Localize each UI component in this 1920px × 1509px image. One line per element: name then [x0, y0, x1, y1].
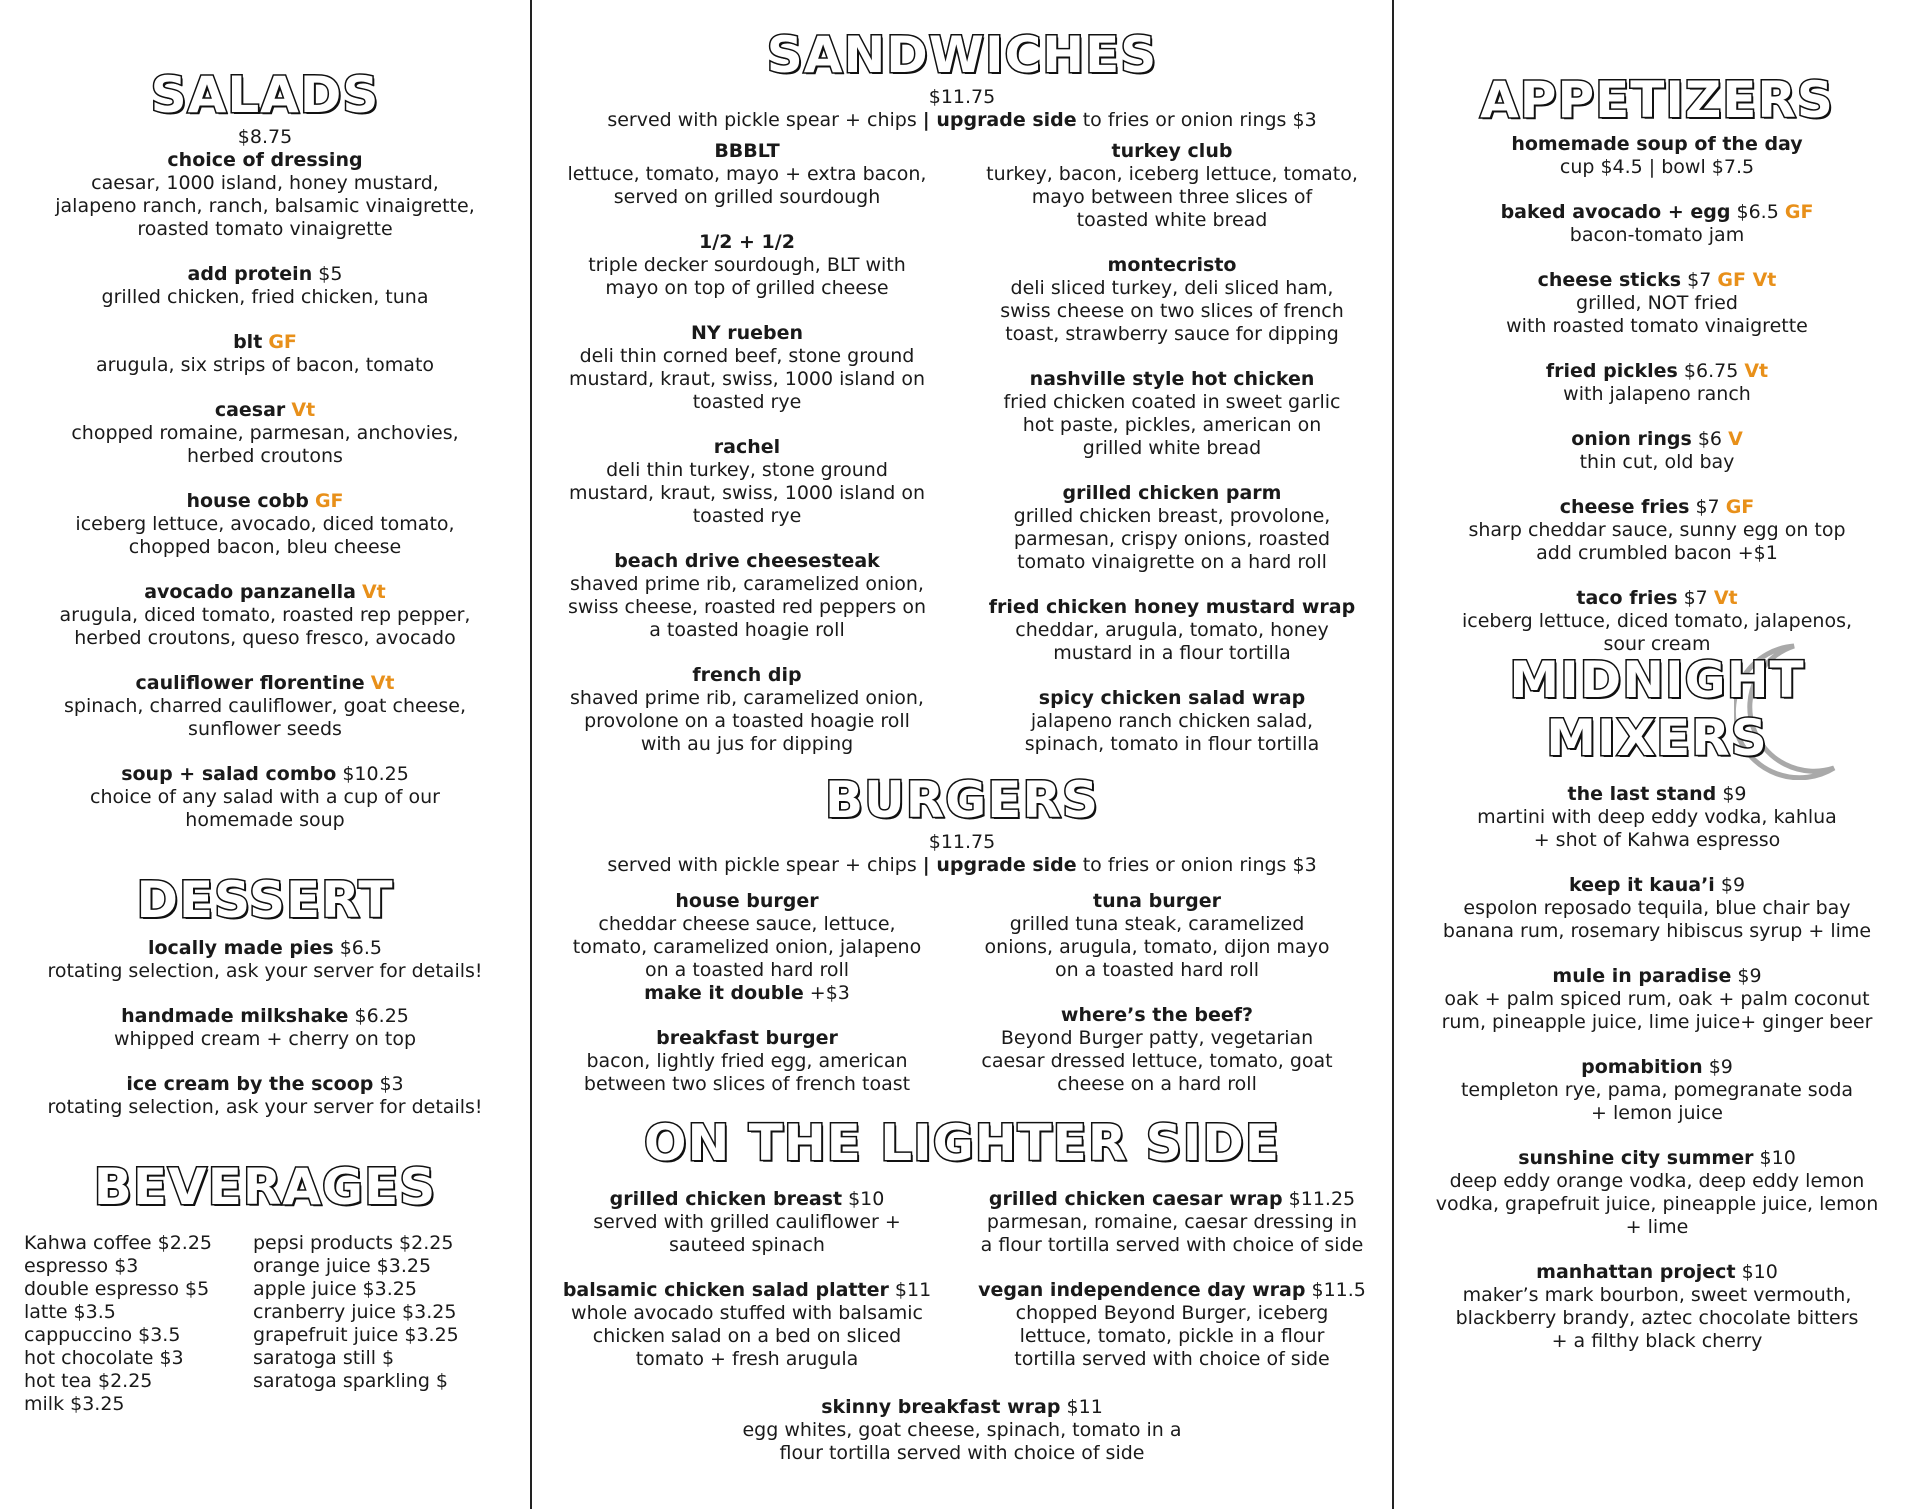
menu-item-baked-avocado: [1394, 201, 1920, 247]
item-desc: templeton rye, pama, pomegranate soda: [1460, 1079, 1854, 1101]
item-extra-price: +$3: [809, 982, 850, 1004]
item-desc: egg whites, goat cheese, spinach, tomato in a: [742, 1419, 1182, 1441]
beverage-item: double espresso $5: [24, 1278, 210, 1300]
item-name: ice cream by the scoop: [126, 1073, 374, 1095]
menu-item-avocado-panzanella: [0, 581, 530, 650]
item-name: house burger: [675, 890, 819, 912]
item-price: $10.25: [342, 763, 409, 785]
item-desc: served with grilled cauliflower +: [593, 1211, 901, 1233]
menu-item-french-dip: [532, 664, 962, 756]
menu-item-breakfast-burger: [532, 1027, 962, 1096]
appetizers-section: [1394, 71, 1920, 656]
item-name: cheese fries: [1559, 496, 1690, 518]
salads-section: [0, 66, 530, 832]
item-desc: iceberg lettuce, avocado, diced tomato,: [75, 513, 455, 535]
item-name: skinny breakfast wrap: [821, 1396, 1061, 1418]
item-desc: whipped cream + cherry on top: [113, 1028, 417, 1050]
beverage-item: hot tea $2.25: [24, 1370, 153, 1392]
burgers-price: $11.75: [928, 831, 996, 853]
note-text: served with pickle spear + chips: [607, 854, 917, 876]
item-price: $10: [1741, 1261, 1778, 1283]
note-text: to fries or onion rings $3: [1082, 109, 1317, 131]
dressing-label: choice of dressing: [167, 149, 363, 171]
sandwiches-section: [532, 26, 1392, 755]
item-desc: toast, strawberry sauce for dipping: [1005, 323, 1339, 345]
item-price: $9: [1720, 874, 1746, 896]
beverages-list-left: [24, 1232, 212, 1416]
item-desc: add crumbled bacon +$1: [1536, 542, 1778, 564]
menu-item-tuna-burger: [942, 890, 1372, 982]
item-desc: caesar dressed lettuce, tomato, goat: [981, 1050, 1333, 1072]
item-desc: cup $4.5 | bowl $7.5: [1559, 156, 1755, 178]
item-price: $6.25: [354, 1005, 409, 1027]
item-price: $10: [848, 1188, 885, 1210]
menu-item-caesar-wrap: [952, 1188, 1392, 1257]
sandwiches-note: [532, 109, 1392, 132]
item-desc: rum, pineapple juice, lime juice+ ginger beer: [1441, 1011, 1873, 1033]
menu-item-sunshine-city-summer: [1394, 1147, 1920, 1239]
item-desc: tomato, caramelized onion, jalapeno: [572, 936, 922, 958]
diet-tag: GF: [314, 490, 344, 512]
diet-tag: Vt: [1744, 360, 1769, 382]
diet-tag: GF: [1725, 496, 1755, 518]
item-desc: provolone on a toasted hoagie roll: [584, 710, 910, 732]
item-desc: mayo on top of grilled cheese: [605, 277, 889, 299]
item-price: $6.5: [339, 937, 383, 959]
appetizers-heading: APPETIZERS: [1480, 71, 1834, 129]
item-desc: tortilla served with choice of side: [1014, 1348, 1330, 1370]
item-price: $6.75: [1683, 360, 1739, 382]
note-text: served with pickle spear + chips: [607, 109, 917, 131]
item-name: add protein: [187, 263, 313, 285]
add-protein: [0, 263, 530, 309]
menu-item-wheres-the-beef: [942, 1004, 1372, 1096]
item-desc: swiss cheese, roasted red peppers on: [567, 596, 927, 618]
diet-tag: Vt: [361, 581, 386, 603]
item-desc: mustard in a flour tortilla: [1053, 642, 1291, 664]
menu-item-honey-mustard-wrap: [957, 596, 1387, 665]
menu-item-manhattan-project: [1394, 1261, 1920, 1353]
item-desc: grilled white bread: [1082, 437, 1262, 459]
note-upgrade: | upgrade side: [922, 854, 1077, 876]
note-upgrade: | upgrade side: [922, 109, 1077, 131]
item-desc: deli thin turkey, stone ground: [606, 459, 888, 481]
item-desc: + lemon juice: [1591, 1102, 1723, 1124]
item-desc: on a toasted hard roll: [644, 959, 850, 981]
dressing-line: caesar, 1000 island, honey mustard,: [91, 172, 439, 194]
menu-item-ice-cream: [0, 1073, 530, 1119]
item-desc: lettuce, tomato, mayo + extra bacon,: [567, 163, 927, 185]
item-desc: mayo between three slices of: [1031, 186, 1313, 208]
item-name: house cobb: [186, 490, 309, 512]
item-name: grilled chicken parm: [1062, 482, 1282, 504]
item-name: nashville style hot chicken: [1029, 368, 1315, 390]
item-name: grilled chicken breast: [609, 1188, 843, 1210]
menu-item-soup-salad-combo: [0, 763, 530, 832]
item-desc: espolon reposado tequila, blue chair bay: [1463, 897, 1851, 919]
item-desc: lettuce, tomato, pickle in a flour: [1019, 1325, 1325, 1347]
item-price: $3: [379, 1073, 404, 1095]
menu-item-spicy-chicken-wrap: [957, 687, 1387, 756]
menu-item-montecristo: [957, 254, 1387, 346]
item-desc: hot paste, pickles, american on: [1022, 414, 1322, 436]
menu-item-balsamic-platter: [532, 1279, 962, 1371]
item-desc: grilled chicken, fried chicken, tuna: [101, 286, 429, 308]
beverage-item: saratoga sparkling $: [253, 1370, 449, 1392]
item-desc: tomato vinaigrette on a hard roll: [1017, 551, 1327, 573]
item-name: BBBLT: [714, 140, 780, 162]
burgers-heading: BURGERS: [825, 771, 1099, 829]
item-price: $6: [1697, 428, 1723, 450]
item-name: handmade milkshake: [121, 1005, 349, 1027]
item-desc: whole avocado stuffed with balsamic: [571, 1302, 923, 1324]
beverage-item: milk $3.25: [24, 1393, 125, 1415]
item-name: the last stand: [1567, 783, 1717, 805]
menu-item-rachel: [532, 436, 962, 528]
item-name: balsamic chicken salad platter: [562, 1279, 889, 1301]
menu-item-fried-pickles: [1394, 360, 1920, 406]
item-desc: spinach, tomato in flour tortilla: [1024, 733, 1320, 755]
item-desc: vodka, grapefruit juice, pineapple juice, lemon: [1435, 1193, 1879, 1215]
beverages-list-right: [253, 1232, 459, 1393]
mixers-heading-line2: MIXERS: [1546, 709, 1768, 767]
dressing-line: jalapeno ranch, ranch, balsamic vinaigrette,: [55, 195, 475, 217]
menu-item-skinny-breakfast-wrap: [532, 1396, 1392, 1465]
item-price: $10: [1759, 1147, 1796, 1169]
menu-item-half-half: [532, 231, 962, 300]
item-price: $7: [1687, 269, 1712, 291]
item-desc: thin cut, old bay: [1579, 451, 1735, 473]
item-desc: shaved prime rib, caramelized onion,: [570, 687, 924, 709]
item-desc: sauteed spinach: [669, 1234, 825, 1256]
item-desc: sharp cheddar sauce, sunny egg on top: [1468, 519, 1846, 541]
item-name: rachel: [713, 436, 781, 458]
item-desc: toasted rye: [692, 505, 802, 527]
item-name: caesar: [214, 399, 286, 421]
diet-tag: Vt: [291, 399, 316, 421]
item-desc: herbed croutons, queso fresco, avocado: [74, 627, 456, 649]
menu-item-grilled-chicken-breast: [532, 1188, 962, 1257]
item-desc: toasted white bread: [1076, 209, 1268, 231]
menu-item-mule-in-paradise: [1394, 965, 1920, 1034]
beverage-item: pepsi products $2.25: [253, 1232, 454, 1254]
beverage-item: Kahwa coffee $2.25: [24, 1232, 213, 1254]
item-price: $11.25: [1288, 1188, 1356, 1210]
item-desc: chopped Beyond Burger, iceberg: [1015, 1302, 1329, 1324]
item-desc: flour tortilla served with choice of side: [779, 1442, 1145, 1464]
item-name: grilled chicken caesar wrap: [988, 1188, 1283, 1210]
item-desc: deli thin corned beef, stone ground: [579, 345, 915, 367]
item-desc: + shot of Kahwa espresso: [1533, 829, 1781, 851]
beverage-item: orange juice $3.25: [253, 1255, 432, 1277]
item-name: 1/2 + 1/2: [699, 231, 795, 253]
item-desc: parmesan, crispy onions, roasted: [1013, 528, 1331, 550]
diet-tag: Vt: [370, 672, 395, 694]
diet-tag: GF Vt: [1717, 269, 1777, 291]
dessert-heading: DESSERT: [136, 871, 394, 929]
item-name: NY rueben: [690, 322, 804, 344]
item-name: baked avocado + egg: [1500, 201, 1731, 223]
item-desc: chopped bacon, bleu cheese: [128, 536, 402, 558]
menu-item-ny-rueben: [532, 322, 962, 414]
item-desc: bacon-tomato jam: [1569, 224, 1745, 246]
beverage-item: espresso $3: [24, 1255, 139, 1277]
item-desc: martini with deep eddy vodka, kahlua: [1477, 806, 1837, 828]
dessert-section: [0, 871, 530, 1119]
item-desc: cheddar cheese sauce, lettuce,: [598, 913, 896, 935]
item-desc: mustard, kraut, swiss, 1000 island on: [568, 368, 926, 390]
item-desc: bacon, lightly fried egg, american: [586, 1050, 908, 1072]
menu-item-pies: [0, 937, 530, 983]
item-desc: fried chicken coated in sweet garlic: [1003, 391, 1341, 413]
item-desc: on a toasted hard roll: [1054, 959, 1260, 981]
item-name: soup + salad combo: [121, 763, 337, 785]
item-price: $6.5: [1736, 201, 1779, 223]
menu-item-pomabition: [1394, 1056, 1920, 1125]
burgers-left-list: [532, 890, 962, 1096]
item-desc: mustard, kraut, swiss, 1000 island on: [568, 482, 926, 504]
item-desc: shaved prime rib, caramelized onion,: [570, 573, 924, 595]
item-desc: herbed croutons: [187, 445, 343, 467]
item-desc: banana rum, rosemary hibiscus syrup + lime: [1442, 920, 1872, 942]
beverage-item: cappuccino $3.5: [24, 1324, 181, 1346]
item-price: $11.5: [1311, 1279, 1366, 1301]
menu-item-chicken-parm: [957, 482, 1387, 574]
item-desc: rotating selection, ask your server for details!: [47, 1096, 483, 1118]
diet-tag: V: [1728, 428, 1743, 450]
item-desc: oak + palm spiced rum, oak + palm coconut: [1444, 988, 1870, 1010]
item-desc: chopped romaine, parmesan, anchovies,: [71, 422, 459, 444]
salads-heading: SALADS: [150, 66, 380, 124]
beverages-section: [0, 1158, 530, 1415]
mixers-heading-line1: MIDNIGHT: [1509, 651, 1805, 709]
item-desc: sour cream: [1603, 633, 1711, 655]
menu-item-last-stand: [1394, 783, 1920, 852]
salads-price: $8.75: [237, 126, 293, 148]
menu-item-soup-of-the-day: [1394, 133, 1920, 179]
diet-tag: GF: [1784, 201, 1814, 223]
item-desc: choice of any salad with a cup of our: [90, 786, 440, 808]
item-name: tuna burger: [1093, 890, 1221, 912]
lighter-side-section: [532, 1114, 1392, 1464]
beverage-item: grapefruit juice $3.25: [253, 1324, 459, 1346]
item-desc: + lime: [1625, 1216, 1689, 1238]
item-desc: between two slices of french toast: [583, 1073, 911, 1095]
burgers-note: [532, 854, 1392, 877]
item-price: $5: [318, 263, 343, 285]
item-name: locally made pies: [147, 937, 334, 959]
item-name: fried pickles: [1545, 360, 1678, 382]
item-desc: maker’s mark bourbon, sweet vermouth,: [1462, 1284, 1852, 1306]
item-desc: grilled tuna steak, caramelized: [1009, 913, 1305, 935]
sandwiches-left-list: [532, 140, 962, 756]
item-name: cauliflower florentine: [135, 672, 365, 694]
item-price: $11: [894, 1279, 932, 1301]
beverages-heading: BEVERAGES: [93, 1158, 437, 1216]
item-desc: chicken salad on a bed on sliced: [592, 1325, 902, 1347]
item-desc: tomato + fresh arugula: [635, 1348, 859, 1370]
burgers-right-list: [942, 890, 1372, 1096]
item-name: manhattan project: [1536, 1261, 1736, 1283]
item-name: spicy chicken salad wrap: [1038, 687, 1306, 709]
item-desc: iceberg lettuce, diced tomato, jalapenos,: [1461, 610, 1853, 632]
item-price: $7: [1683, 587, 1708, 609]
item-name: turkey club: [1111, 140, 1233, 162]
item-desc: jalapeno ranch chicken salad,: [1030, 710, 1314, 732]
beverage-item: latte $3.5: [24, 1301, 116, 1323]
item-name: beach drive cheesesteak: [614, 550, 880, 572]
menu-item-house-burger: [532, 890, 962, 1005]
item-name: where’s the beef?: [1060, 1004, 1254, 1026]
item-desc: blackberry brandy, aztec chocolate bitters: [1455, 1307, 1859, 1329]
menu-item-onion-rings: [1394, 428, 1920, 474]
item-desc: sunflower seeds: [188, 718, 342, 740]
item-name: mule in paradise: [1552, 965, 1732, 987]
note-text: to fries or onion rings $3: [1082, 854, 1317, 876]
item-name: fried chicken honey mustard wrap: [988, 596, 1356, 618]
burgers-section: [532, 771, 1392, 1095]
menu-item-cauliflower-florentine: [0, 672, 530, 741]
menu-item-caesar: [0, 399, 530, 468]
menu-item-vegan-wrap: [952, 1279, 1392, 1371]
item-desc: a flour tortilla served with choice of side: [980, 1234, 1364, 1256]
diet-tag: Vt: [1713, 587, 1738, 609]
menu-item-cheesesteak: [532, 550, 962, 642]
item-desc: deep eddy orange vodka, deep eddy lemon: [1449, 1170, 1865, 1192]
item-name: taco fries: [1576, 587, 1678, 609]
lighter-side-heading: ON THE LIGHTER SIDE: [643, 1114, 1281, 1172]
item-name: french dip: [692, 664, 802, 686]
item-name: breakfast burger: [656, 1027, 838, 1049]
beverage-item: saratoga still $: [253, 1347, 395, 1369]
item-price: $9: [1722, 783, 1747, 805]
item-extra-name: make it double: [644, 982, 804, 1004]
item-desc: arugula, six strips of bacon, tomato: [95, 354, 435, 376]
beverage-item: hot chocolate $3: [24, 1347, 184, 1369]
item-desc: turkey, bacon, iceberg lettuce, tomato,: [986, 163, 1358, 185]
item-desc: homemade soup: [185, 809, 345, 831]
sandwiches-price: $11.75: [928, 86, 996, 108]
item-desc: with jalapeno ranch: [1563, 383, 1751, 405]
item-desc: deli sliced turkey, deli sliced ham,: [1010, 277, 1334, 299]
item-name: montecristo: [1107, 254, 1237, 276]
item-price: $11: [1066, 1396, 1103, 1418]
item-price: $9: [1708, 1056, 1733, 1078]
item-name: onion rings: [1571, 428, 1692, 450]
item-desc: a toasted hoagie roll: [649, 619, 845, 641]
item-desc: with au jus for dipping: [640, 733, 854, 755]
menu-item-nashville-hot-chicken: [957, 368, 1387, 460]
sandwiches-right-list: [957, 140, 1387, 756]
item-desc: onions, arugula, tomato, dijon mayo: [984, 936, 1330, 958]
item-desc: arugula, diced tomato, roasted rep pepper,: [59, 604, 471, 626]
menu-item-blt: [0, 331, 530, 377]
item-name: avocado panzanella: [144, 581, 356, 603]
item-desc: Beyond Burger patty, vegetarian: [1000, 1027, 1314, 1049]
item-price: $9: [1737, 965, 1762, 987]
item-name: homemade soup of the day: [1511, 133, 1803, 155]
item-name: cheese sticks: [1537, 269, 1682, 291]
menu-item-bbblt: [532, 140, 962, 209]
sandwiches-heading: SANDWICHES: [766, 26, 1158, 84]
dressing-line: roasted tomato vinaigrette: [137, 218, 393, 240]
item-desc: + a filthy black cherry: [1551, 1330, 1763, 1352]
item-desc: served on grilled sourdough: [613, 186, 881, 208]
lighter-right-list: [952, 1188, 1392, 1371]
beverage-item: cranberry juice $3.25: [253, 1301, 457, 1323]
item-desc: swiss cheese on two slices of french: [1000, 300, 1344, 322]
item-name: pomabition: [1581, 1056, 1703, 1078]
item-desc: toasted rye: [692, 391, 802, 413]
beverage-item: apple juice $3.25: [253, 1278, 417, 1300]
diet-tag: GF: [268, 331, 297, 353]
item-desc: spinach, charred cauliflower, goat cheese,: [64, 695, 466, 717]
menu-item-cheese-fries: [1394, 496, 1920, 565]
item-desc: with roasted tomato vinaigrette: [1506, 315, 1808, 337]
item-name: sunshine city summer: [1518, 1147, 1754, 1169]
item-desc: triple decker sourdough, BLT with: [588, 254, 906, 276]
menu-item-cheese-sticks: [1394, 269, 1920, 338]
item-desc: cheese on a hard roll: [1057, 1073, 1257, 1095]
item-desc: parmesan, romaine, caesar dressing in: [986, 1211, 1358, 1233]
item-desc: rotating selection, ask your server for details!: [47, 960, 483, 982]
item-name: keep it kaua’i: [1568, 874, 1715, 896]
menu-item-milkshake: [0, 1005, 530, 1051]
lighter-left-list: [532, 1188, 962, 1371]
menu-item-turkey-club: [957, 140, 1387, 232]
item-name: vegan independence day wrap: [978, 1279, 1306, 1301]
item-name: blt: [233, 331, 263, 353]
mixers-section: [1394, 651, 1920, 1353]
item-price: $7: [1695, 496, 1720, 518]
item-desc: grilled, NOT fried: [1576, 292, 1738, 314]
menu-item-house-cobb: [0, 490, 530, 559]
item-desc: cheddar, arugula, tomato, honey: [1015, 619, 1329, 641]
item-desc: grilled chicken breast, provolone,: [1013, 505, 1331, 527]
menu-item-keep-it-kauai: [1394, 874, 1920, 943]
